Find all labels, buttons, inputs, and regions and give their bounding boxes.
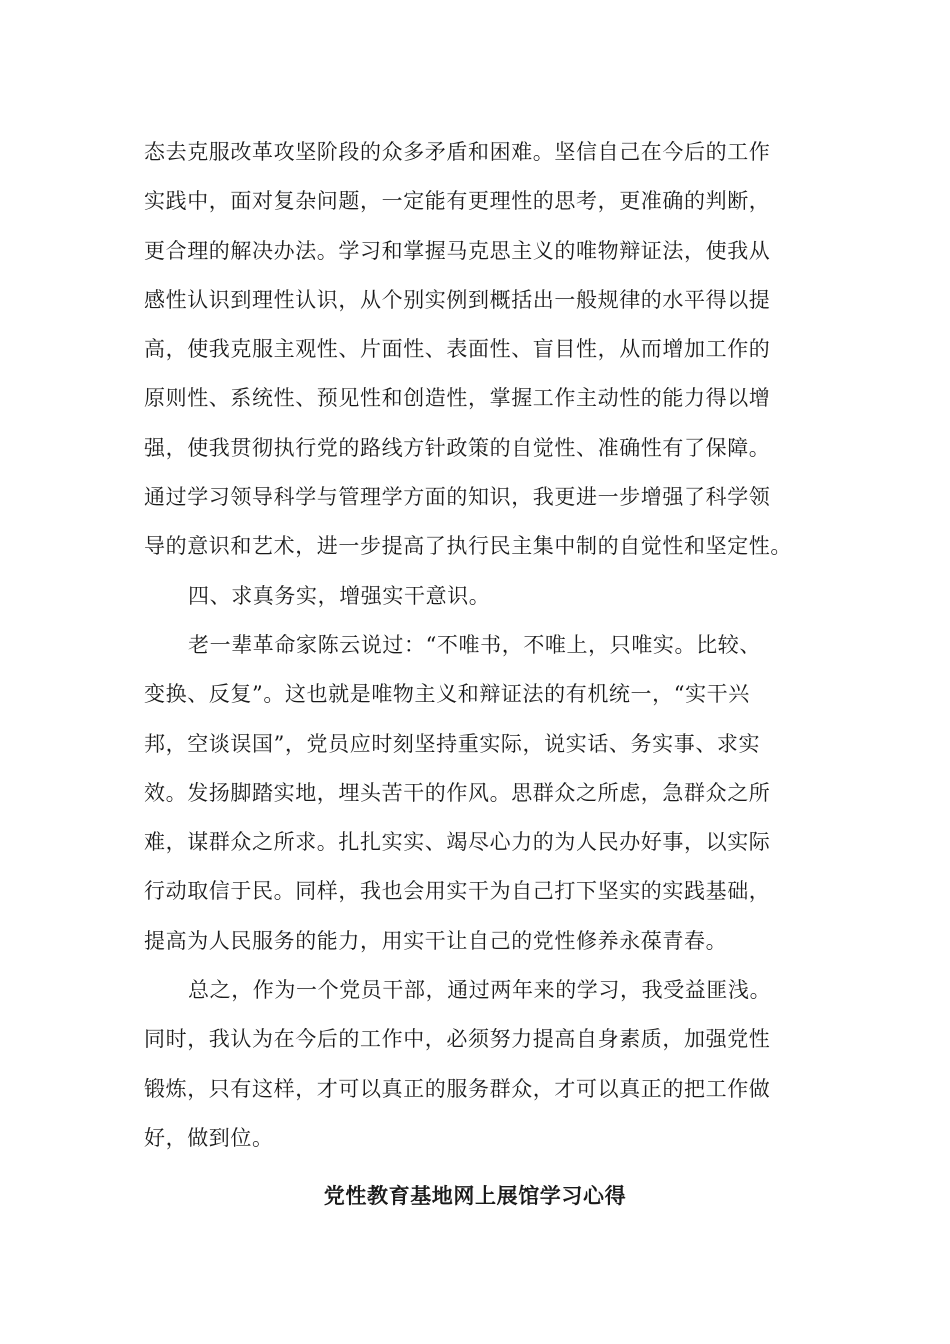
body-line: 原则性、系统性、预见性和创造性，掌握工作主动性的能力得以增 (144, 386, 771, 411)
body-line: 好，做到位。 (144, 1125, 274, 1150)
section-heading: 四、求真务实，增强实干意识。 (188, 583, 491, 608)
body-line: 导的意识和艺术，进一步提高了执行民主集中制的自觉性和坚定性。 (144, 534, 792, 559)
body-line: 实践中，面对复杂问题，一定能有更理性的思考，更准确的判断， (144, 189, 771, 214)
body-line: 感性认识到理性认识，从个别实例到概括出一般规律的水平得以提 (144, 287, 771, 312)
body-line: 行动取信于民。同样，我也会用实干为自己打下坚实的实践基础， (144, 879, 771, 904)
body-line: 提高为人民服务的能力，用实干让自己的党性修养永葆青春。 (144, 928, 728, 953)
body-line: 效。发扬脚踏实地，埋头苦干的作风。思群众之所虑，急群众之所 (144, 780, 771, 805)
body-line: 态去克服改革攻坚阶段的众多矛盾和困难。坚信自己在今后的工作 (144, 140, 771, 164)
body-line: 强，使我贯彻执行党的路线方针政策的自觉性、准确性有了保障。 (144, 435, 771, 460)
body-line: 通过学习领导科学与管理学方面的知识，我更进一步增强了科学领 (144, 485, 771, 510)
paragraph-first-line: 总之，作为一个党员干部，通过两年来的学习，我受益匪浅。 (188, 978, 772, 1003)
body-line: 锻炼，只有这样，才可以真正的服务群众，才可以真正的把工作做 (144, 1076, 771, 1101)
body-line: 难，谋群众之所求。扎扎实实、竭尽心力的为人民办好事，以实际 (144, 830, 771, 855)
body-line: 更合理的解决办法。学习和掌握马克思主义的唯物辩证法，使我从 (144, 238, 771, 263)
body-line: 同时，我认为在今后的工作中，必须努力提高自身素质，加强党性 (144, 1027, 771, 1052)
body-line: 变换、反复”。这也就是唯物主义和辩证法的有机统一，“实干兴 (144, 682, 750, 707)
body-line: 邦，空谈误国”，党员应时刻坚持重实际，说实话、务实事、求实 (144, 731, 761, 756)
next-document-title: 党性教育基地网上展馆学习心得 (323, 1183, 627, 1208)
body-line: 高，使我克服主观性、片面性、表面性、盲目性，从而增加工作的 (144, 337, 771, 362)
document-body (144, 128, 824, 1163)
paragraph-first-line: 老一辈革命家陈云说过：“不唯书，不唯上，只唯实。比较、 (188, 632, 761, 657)
